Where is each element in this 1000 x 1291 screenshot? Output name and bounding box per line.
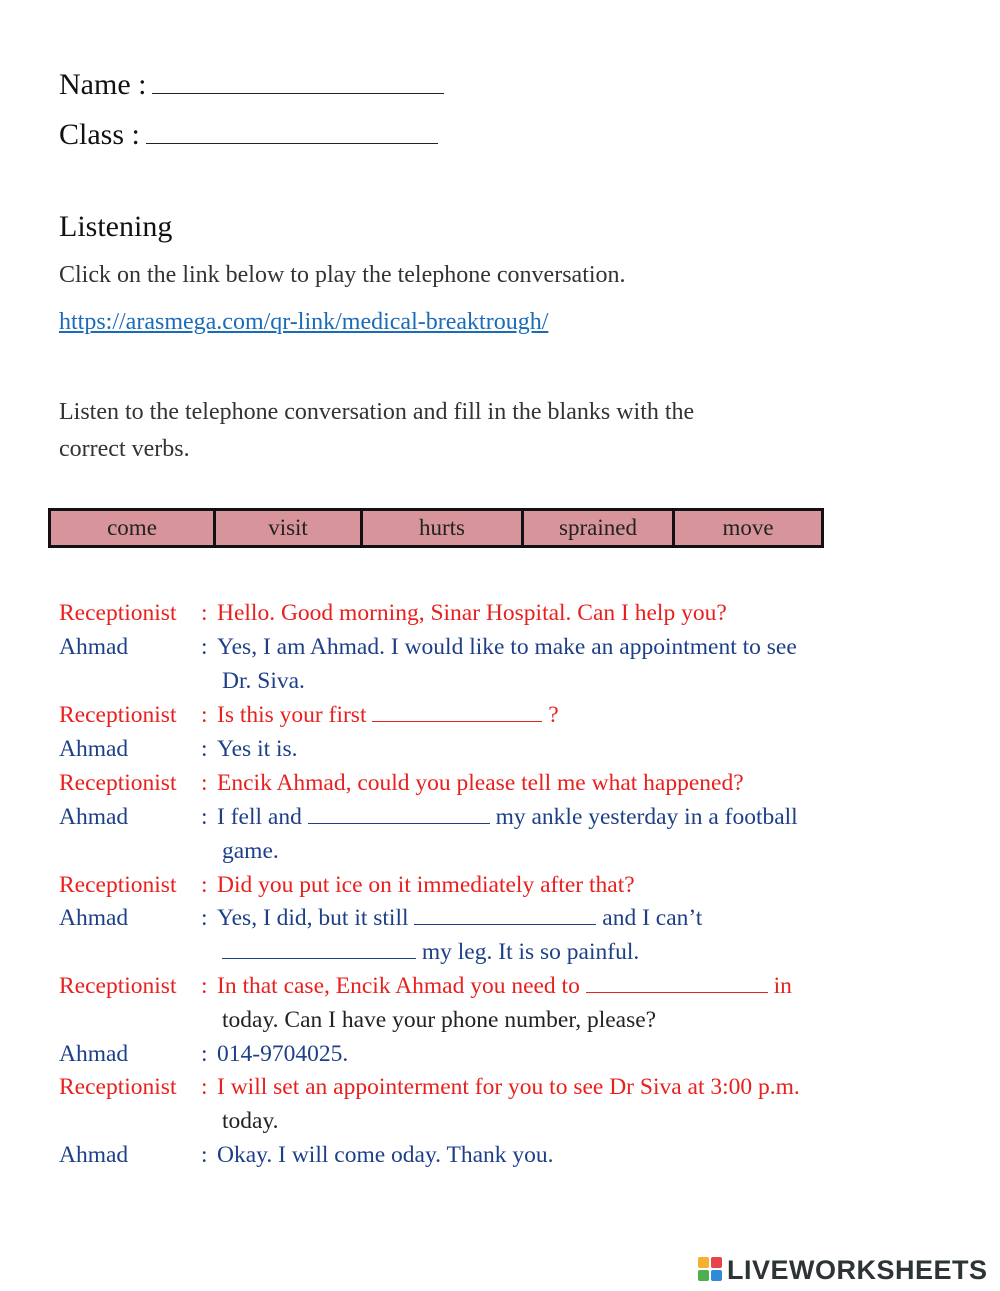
word-bank-item: sprained bbox=[524, 511, 675, 545]
speaker-ahmad: Ahmad bbox=[59, 1041, 129, 1067]
name-input[interactable] bbox=[152, 69, 444, 94]
line-text: I will set an appointerment for you to see Dr Siva at 3:00 p.m. bbox=[217, 1074, 800, 1100]
speaker-receptionist: Receptionist bbox=[59, 1074, 177, 1100]
speaker-ahmad: Ahmad bbox=[59, 804, 129, 830]
speaker-ahmad: Ahmad bbox=[59, 1142, 129, 1168]
line-text: Did you put ice on it immediately after that? bbox=[217, 872, 635, 898]
dialogue-line: Receptionist : Is this your first ? bbox=[59, 702, 559, 728]
dialogue-line: Ahmad : I fell and my ankle yesterday in a football bbox=[59, 804, 798, 830]
line-continuation: today. bbox=[222, 1108, 279, 1134]
class-input[interactable] bbox=[146, 119, 438, 144]
name-field-row bbox=[59, 68, 444, 102]
name-label: Name : bbox=[59, 68, 147, 101]
line-text: In that case, Encik Ahmad you need to bbox=[217, 973, 580, 999]
line-text: Encik Ahmad, could you please tell me what happened? bbox=[217, 770, 744, 796]
task-text-line1: Listen to the telephone conversation and fill in the blanks with the bbox=[59, 399, 695, 425]
line-text: Okay. I will come oday. Thank you. bbox=[217, 1142, 554, 1168]
dialogue-line: Receptionist : Hello. Good morning, Sinar Hospital. Can I help you? bbox=[59, 600, 727, 626]
speaker-receptionist: Receptionist bbox=[59, 702, 177, 728]
brand-name: LIVEWORKSHEETS bbox=[727, 1254, 988, 1285]
dialogue-line: Ahmad : Okay. I will come oday. Thank you. bbox=[59, 1142, 554, 1168]
line-continuation: Dr. Siva. bbox=[222, 668, 305, 694]
word-bank-item: hurts bbox=[363, 511, 524, 545]
line-text: I fell and bbox=[217, 804, 302, 830]
liveworksheets-icon bbox=[698, 1257, 724, 1283]
class-label: Class : bbox=[59, 118, 140, 151]
answer-blank-5[interactable] bbox=[586, 974, 768, 993]
line-text: Hello. Good morning, Sinar Hospital. Can I help you? bbox=[217, 600, 727, 626]
dialogue-line: Ahmad : Yes, I did, but it still and I can’t bbox=[59, 905, 703, 931]
dialogue-line: Ahmad : 014-9704025. bbox=[59, 1041, 349, 1067]
dialogue-line: Receptionist : Encik Ahmad, could you please tell me what happened? bbox=[59, 770, 744, 796]
dialogue-line: Ahmad : Yes, I am Ahmad. I would like to make an appointment to see bbox=[59, 634, 797, 660]
answer-blank-1[interactable] bbox=[372, 703, 542, 722]
line-continuation: today. Can I have your phone number, please? bbox=[222, 1007, 657, 1033]
line-text: Yes, I am Ahmad. I would like to make an appointment to see bbox=[217, 634, 797, 660]
word-bank-item: come bbox=[51, 511, 216, 545]
speaker-receptionist: Receptionist bbox=[59, 872, 177, 898]
speaker-ahmad: Ahmad bbox=[59, 634, 129, 660]
section-title: Listening bbox=[59, 210, 173, 243]
speaker-receptionist: Receptionist bbox=[59, 600, 177, 626]
line-text: 014-9704025. bbox=[217, 1041, 349, 1067]
line-continuation: my leg. It is so painful. bbox=[222, 939, 639, 966]
line-text: Yes, I did, but it still bbox=[217, 905, 409, 931]
task-text-line2: correct verbs. bbox=[59, 436, 190, 462]
liveworksheets-logo bbox=[698, 1253, 988, 1287]
answer-blank-3[interactable] bbox=[414, 906, 596, 925]
dialogue-line: Receptionist : I will set an appointerment for you to see Dr Siva at 3:00 p.m. bbox=[59, 1074, 800, 1100]
speaker-ahmad: Ahmad bbox=[59, 905, 129, 931]
class-field-row bbox=[59, 118, 438, 152]
speaker-receptionist: Receptionist bbox=[59, 770, 177, 796]
answer-blank-2[interactable] bbox=[308, 805, 490, 824]
line-text: Yes it is. bbox=[217, 736, 298, 762]
speaker-ahmad: Ahmad bbox=[59, 736, 129, 762]
audio-link[interactable]: https://arasmega.com/qr-link/medical-breaktrough/ bbox=[59, 309, 549, 335]
line-continuation: game. bbox=[222, 838, 279, 864]
answer-blank-4[interactable] bbox=[222, 940, 416, 959]
word-bank-item: move bbox=[722, 515, 774, 540]
speaker-receptionist: Receptionist bbox=[59, 973, 177, 999]
line-text: Is this your first bbox=[217, 702, 367, 728]
dialogue-line: Receptionist : Did you put ice on it immediately after that? bbox=[59, 872, 635, 898]
word-bank-item: visit bbox=[216, 511, 363, 545]
dialogue-line: Ahmad : Yes it is. bbox=[59, 736, 298, 762]
dialogue-line: Receptionist : In that case, Encik Ahmad you need to in bbox=[59, 973, 792, 999]
instruction-text: Click on the link below to play the telephone conversation. bbox=[59, 262, 626, 288]
word-bank bbox=[48, 508, 824, 548]
